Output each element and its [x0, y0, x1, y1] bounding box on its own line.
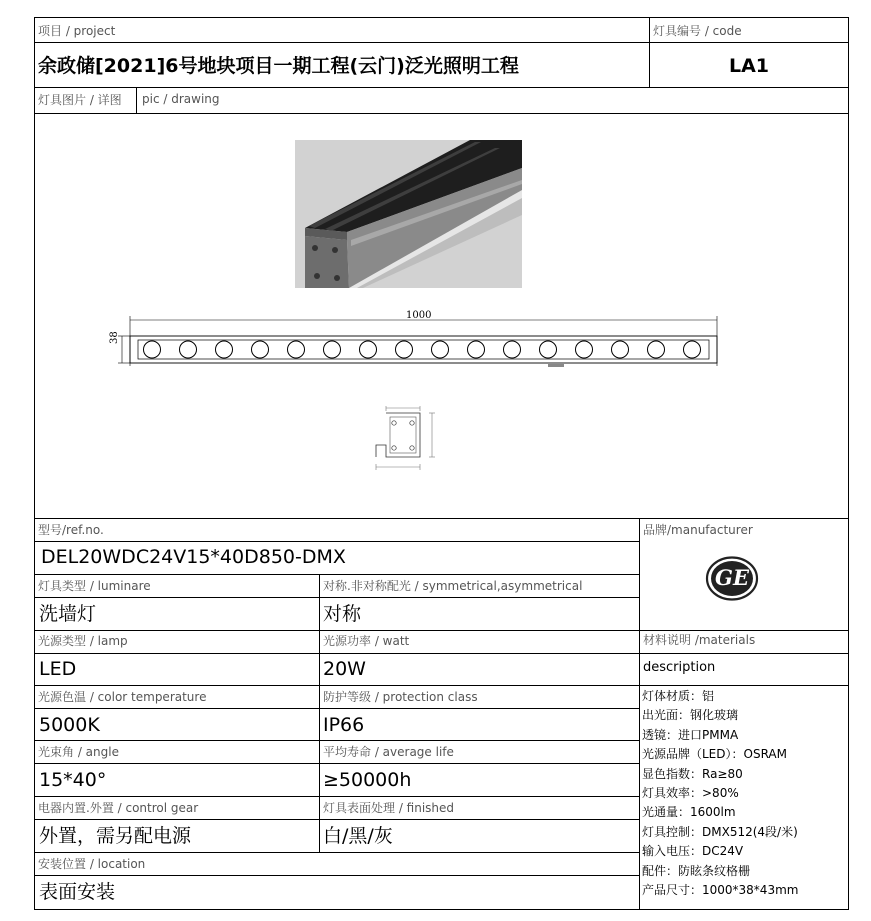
divider: [34, 819, 639, 820]
divider: [34, 875, 639, 876]
lamp-value: LED: [39, 658, 77, 680]
life-value: ≥50000h: [323, 769, 412, 791]
divider: [34, 597, 639, 598]
luminaire-value: 洗墙灯: [39, 603, 97, 625]
ref-value: DEL20WDC24V15*40D850-DMX: [41, 546, 346, 568]
materials-item: 配件：防眩条纹格栅: [642, 863, 751, 878]
materials-item: 显色指数：Ra≥80: [642, 766, 743, 781]
divider: [34, 708, 639, 709]
finish-value: 白/黑/灰: [323, 825, 393, 847]
color-temp-value: 5000K: [39, 714, 100, 736]
divider: [34, 541, 639, 542]
height-dimension: 38: [109, 331, 120, 344]
protection-label: 防护等级 / protection class: [323, 690, 478, 704]
length-dimension: 1000: [406, 310, 432, 321]
luminaire-code: LA1: [728, 55, 770, 77]
divider: [34, 518, 849, 519]
lamp-label: 光源类型 / lamp: [38, 634, 128, 648]
drawing-label-en: pic / drawing: [142, 92, 220, 106]
watt-value: 20W: [323, 658, 366, 680]
divider: [34, 740, 639, 741]
protection-value: IP66: [323, 714, 365, 736]
code-label: 灯具编号 / code: [653, 24, 742, 38]
watt-label: 光源功率 / watt: [323, 634, 410, 648]
color-temp-label: 光源色温 / color temperature: [38, 690, 207, 704]
materials-item: 透镜：进口PMMA: [642, 727, 739, 742]
gear-value: 外置，需另配电源: [39, 825, 192, 847]
materials-item: 光源品牌（LED）：OSRAM: [642, 747, 787, 762]
divider: [34, 763, 639, 764]
divider: [34, 574, 639, 575]
product-render-image: [295, 140, 522, 288]
divider: [34, 87, 849, 88]
ge-logo: [705, 556, 759, 601]
divider: [319, 574, 320, 852]
drawing-label-cn: 灯具图片 / 详图: [38, 93, 122, 107]
ref-label: 型号/ref.no.: [38, 523, 104, 537]
materials-item: 光通量：1600lm: [642, 805, 736, 820]
divider: [34, 685, 849, 686]
manufacturer-label: 品牌/manufacturer: [643, 523, 753, 537]
materials-item: 灯具效率：>80%: [642, 786, 739, 801]
materials-list: [642, 687, 847, 900]
divider: [34, 42, 849, 43]
life-label: 平均寿命 / average life: [323, 745, 454, 759]
location-value: 表面安装: [39, 881, 116, 903]
divider: [34, 630, 849, 631]
divider: [136, 87, 137, 113]
gear-label: 电器内置.外置 / control gear: [38, 801, 199, 815]
ge-logo-text: GE: [715, 565, 749, 590]
divider: [34, 852, 639, 853]
location-label: 安装位置 / location: [38, 857, 146, 871]
finish-label: 灯具表面处理 / finished: [323, 801, 455, 815]
materials-item: 出光面：钢化玻璃: [642, 708, 739, 723]
materials-label: 材料说明 /materials: [643, 633, 756, 647]
divider: [639, 518, 640, 910]
angle-label: 光束角 / angle: [38, 745, 119, 759]
description-label: description: [643, 660, 716, 675]
symmetry-value: 对称: [323, 603, 362, 625]
materials-item: 输入电压：DC24V: [642, 844, 744, 859]
divider: [34, 653, 849, 654]
materials-item: 灯具控制：DMX512(4段/米): [642, 824, 798, 839]
project-name: 余政储[2021]6号地块项目一期工程(云门)泛光照明工程: [38, 55, 519, 77]
angle-value: 15*40°: [39, 769, 107, 791]
materials-item: 产品尺寸：1000*38*43mm: [642, 883, 799, 898]
luminaire-label: 灯具类型 / luminare: [38, 579, 151, 593]
project-label: 项目 / project: [38, 24, 116, 38]
materials-item: 灯体材质：铝: [642, 689, 715, 703]
symmetry-label: 对称.非对称配光 / symmetrical,asymmetrical: [323, 579, 583, 593]
divider: [34, 113, 849, 114]
divider: [34, 796, 639, 797]
section-drawing: [372, 405, 444, 473]
